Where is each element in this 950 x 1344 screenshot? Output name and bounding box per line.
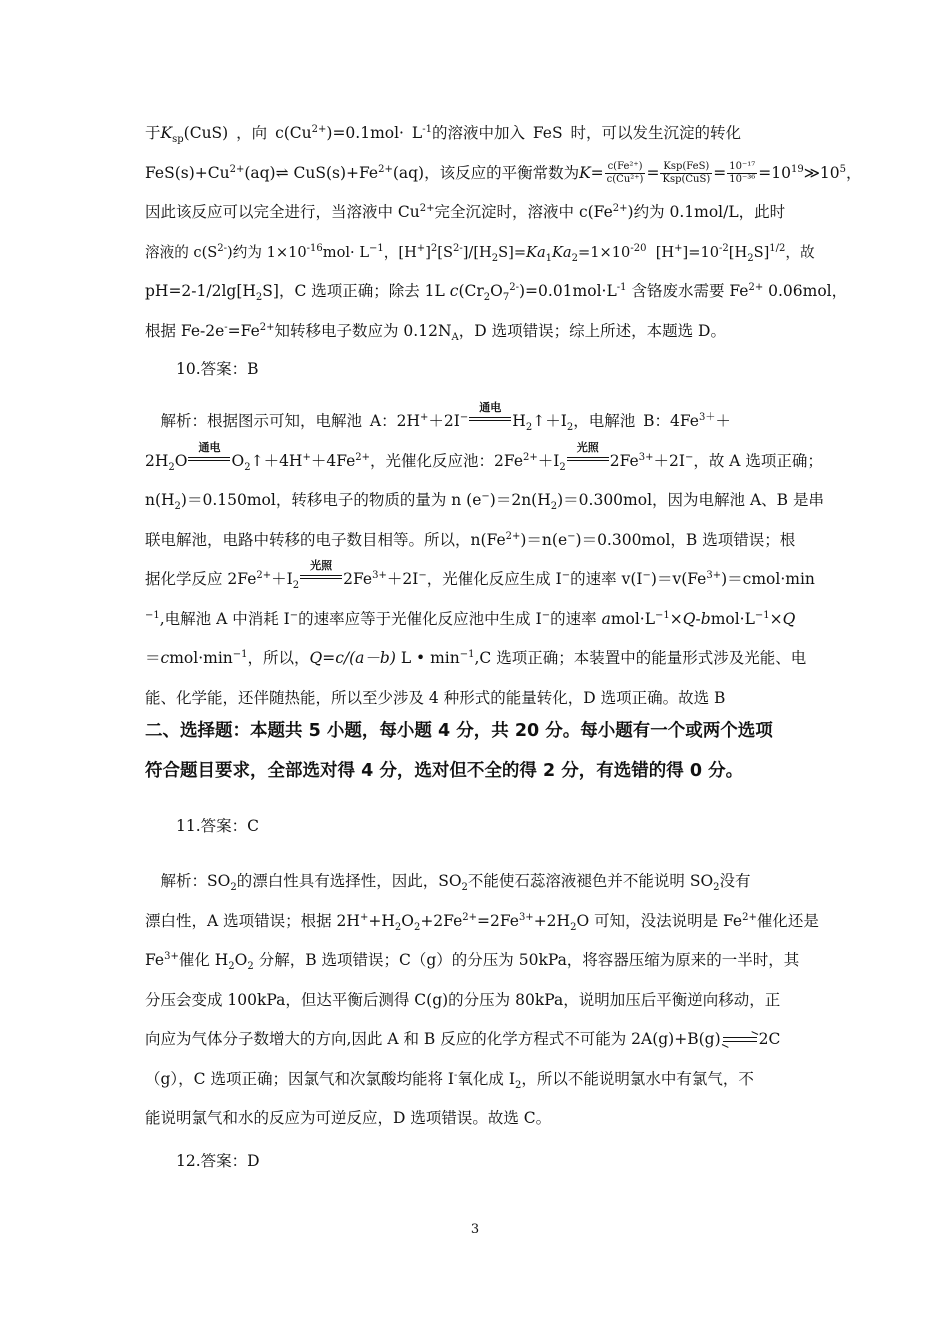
q10-line-1: 解析：根据图示可知，电解池 A：2H+＋2I− 通电 $H_2↑+I_2$，电解池 B：$4Fe^{3+}+$ (160, 401, 731, 434)
q11-line-5: 向应为气体分子数增大的方向,因此 A 和 B 反应的化学方程式不可能为 2A(g)+B(g) 2C (145, 1030, 781, 1048)
q11-line-6: （g），C 选项正确；因氯气和次氯酸均能将 I-氧化成 $I_2$，所以不能说明氯水中有氯气，不 (145, 1069, 754, 1091)
q9-line-2: $FeS(s)+Cu^{2+}(aq)\rightleftharpoons$ $CuS(s)+Fe^{2+}(aq)$，该反应的平衡常数为K= $\frac{\text{c(Fe²⁺)}}{\text{c(Cu²⁺)}}$ = $\frac{\text{Ksp(FeS)}}{\text{Ksp(CuS)}}$ = $\frac{\text{10⁻¹⁷}}{\text{10⁻³⁶}}$ $=10^{19}≫10^5$， (145, 161, 862, 185)
q10-line-3: $n(H_2)=0.150mol$，转移电子的物质的量为 n $(e^-)=2n(H_2)=0.300mol$，因为电解池 A、B 是串 (145, 490, 824, 513)
q9-line-1: 于$K_{sp}(CuS)$ ，向 $c(Cu^{2+})=0.1mol\cdot L^{-1}$的溶液中加入 FeS 时，可以发生沉淀的转化 (145, 123, 742, 146)
q10-explanation (145, 401, 824, 718)
q10-line-4: 联电解池，电路中转移的电子数目相等。所以，$n(Fe^{2+})=n(e^-)=0.300mol$，B 选项错误；根 (145, 530, 796, 549)
q12-answer: 12.答案：D (176, 1152, 260, 1170)
q11-line-3: $Fe^{3+}$催化 $H_2O_2$ 分解，B 选项错误；C（g）的分压为 50kPa，将容器压缩为原来的一半时，其 (145, 950, 800, 973)
q10-line-2: $2H_2O$ 通电 $O_2↑+4H^++4Fe^{2+}$，光催化反应池：$2Fe^{2+}+I_2$ 光照 $2Fe^{3+}+2I^-$，故 A 选项正确； (145, 440, 823, 473)
section-2-heading-line-2: 符合题目要求，全部选对得 4 分，选对但不全的得 2 分，有选错的得 0 分。 (145, 761, 744, 781)
q11-line-2: 漂白性，A 选项错误；根据 $2H^++H_2O_2+2Fe^{2+}=2Fe^{3+}+2H_2O$ 可知，没法说明是 $Fe^{2+}$催化还是 (145, 911, 819, 933)
section-2-heading (145, 711, 815, 791)
q11-line-7: 能说明氯气和水的反应为可逆反应，D 选项错误。故选 C。 (145, 1109, 552, 1127)
q10-line-7: $=cmol\cdot\min^{-1}$，所以，Q=c/(a－b) L • $\min^{-1},C$ 选项正确；本装置中的能量形式涉及光能、电 (145, 648, 807, 667)
q10-line-8: 能、化学能，还伴随热能，所以至少涉及 4 种形式的能量转化，D 选项正确。故选 B (145, 688, 726, 707)
page-number: 3 (470, 1222, 480, 1237)
light-condition-arrow-2: 光照 (300, 570, 342, 584)
q11-line-4: 分压会变成 100kPa，但达平衡后测得 C(g)的分压为 80kPa，说明加压后平衡逆向移动，正 (145, 990, 781, 1009)
q10-answer: 10.答案：B (176, 360, 259, 378)
q11-explanation (145, 862, 819, 1139)
equilibrium-fraction-1: $\frac{\text{c(Fe²⁺)}}{\text{c(Cu²⁺)}}$ (606, 161, 644, 185)
q9-line-5: $pH=2-1/2\lg[H_2S]$，C 选项正确；除去 1L $c(Cr_2O_7^{2-})=0.01mol\cdot L^{-1}$ 含铬废水需要 $Fe^{2+}$ 0.06mol， (145, 281, 848, 304)
section-2-heading-line-1: 二、选择题：本题共 5 小题，每小题 4 分，共 20 分。每小题有一个或两个选项 (145, 721, 773, 741)
q9-line-3: 因此该反应可以完全进行，当溶液中 $Cu^{2+}$完全沉淀时，溶液中 $c(Fe^{2+})$约为 0.1mol/L，此时 (145, 202, 786, 221)
equilibrium-fraction-3: $\frac{\text{10⁻¹⁷}}{\text{10⁻³⁶}}$ (729, 161, 756, 185)
light-condition-arrow: 光照 (567, 452, 609, 466)
q11-line-1: 解析：$SO_2$的漂白性具有选择性，因此，$SO_2$不能使石蕊溶液褪色并不能说明 $SO_2$没有 (160, 872, 751, 894)
equilibrium-arrow (723, 1035, 757, 1045)
q9-line-4: 溶液的 $c(S^{2-})$约为 $1\times 10^{-16}mol\cdot L^{-1}$，$[H^+]^2[S^{2-}]/[H_2S]=Ka_1Ka_2=1\times 10^{-20}$ $[H^+]=10^{-2}[H_2S]^{1/2}$，故 (145, 242, 815, 264)
q10-line-5: 据化学反应 $2Fe^{2+}+I_2$ 光照 $2Fe^{3+}+2I^-$，光催化反应生成 I−的速率 $v(I^-)=v(Fe^{3+})=cmol\cdot\min$ (145, 559, 815, 592)
equilibrium-fraction-2: $\frac{\text{Ksp(FeS)}}{\text{Ksp(CuS)}}$ (662, 161, 711, 185)
q9-explanation-continued (145, 114, 862, 351)
electrolysis-condition-arrow-2: 通电 (188, 452, 230, 466)
q9-line-6: 根据 $Fe-2e^-=Fe^{2+}$知转移电子数应为 $0.12N_A$，D 选项错误；综上所述，本题选 D。 (145, 321, 726, 343)
q10-line-6: $^{-1}$,电解池 A 中消耗 I−的速率应等于光催化反应池中生成 I−的速率 $amol\cdot L^{-1}\times Q-bmol\cdot L^{-1}\times Q$ (145, 609, 796, 628)
q11-answer: 11.答案：C (176, 817, 260, 835)
electrolysis-condition-arrow: 通电 (469, 412, 511, 426)
